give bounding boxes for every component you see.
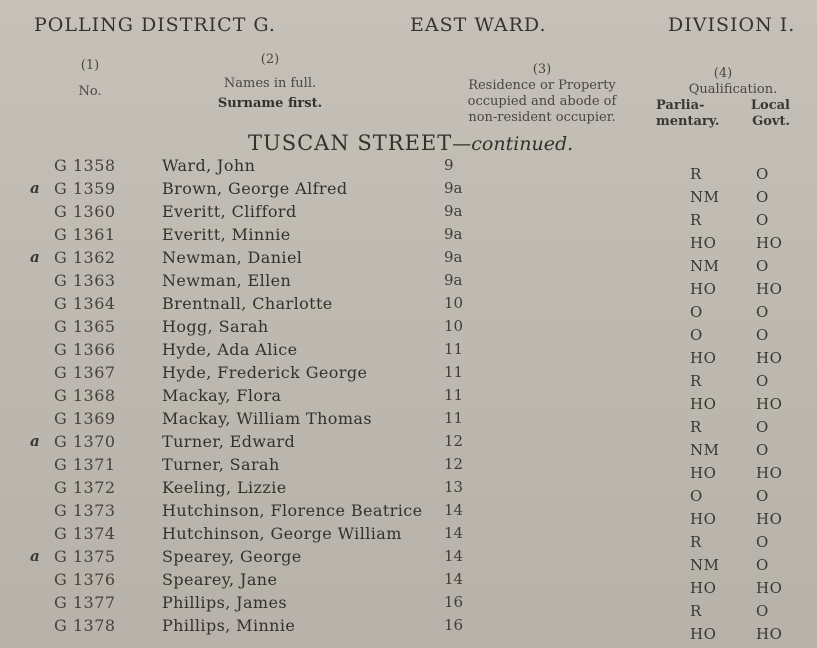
table-row bbox=[0, 248, 817, 275]
elector-number: G 1371 bbox=[54, 455, 116, 474]
local-qualification: O bbox=[756, 556, 769, 574]
elector-name: Keeling, Lizzie bbox=[162, 478, 287, 497]
local-qualification: HO bbox=[756, 464, 783, 482]
elector-name: Hyde, Ada Alice bbox=[162, 340, 298, 359]
parliamentary-qualification: HO bbox=[690, 464, 717, 482]
table-row bbox=[0, 455, 817, 482]
elector-name: Mackay, Flora bbox=[162, 386, 282, 405]
parliamentary-qualification: NM bbox=[690, 441, 720, 459]
elector-number: G 1362 bbox=[54, 248, 116, 267]
elector-name: Everitt, Clifford bbox=[162, 202, 297, 221]
street-heading bbox=[248, 131, 573, 155]
table-row bbox=[0, 524, 817, 551]
table-row bbox=[0, 202, 817, 229]
elector-number: G 1366 bbox=[54, 340, 116, 359]
elector-number: G 1369 bbox=[54, 409, 116, 428]
elector-number: G 1368 bbox=[54, 386, 116, 405]
elector-name: Brown, George Alfred bbox=[162, 179, 348, 198]
residence: 9 bbox=[444, 156, 454, 174]
subheader-local-1: Local bbox=[750, 98, 790, 113]
residence: 12 bbox=[444, 432, 464, 450]
residence: 11 bbox=[444, 409, 464, 427]
column-index: (1) bbox=[80, 58, 100, 73]
local-qualification: HO bbox=[756, 625, 783, 643]
column-label-line: occupied and abode of bbox=[467, 94, 617, 109]
elector-number: G 1375 bbox=[54, 547, 116, 566]
column-header-number bbox=[60, 58, 120, 100]
local-qualification: HO bbox=[756, 349, 783, 367]
elector-number: G 1363 bbox=[54, 271, 116, 290]
elector-number: G 1360 bbox=[54, 202, 116, 221]
column-label: Names in full. bbox=[223, 76, 317, 91]
local-qualification: HO bbox=[756, 234, 783, 252]
division-heading: DIVISION I. bbox=[668, 14, 796, 36]
elector-number: G 1370 bbox=[54, 432, 116, 451]
table-row bbox=[0, 363, 817, 390]
table-row bbox=[0, 570, 817, 597]
residence: 14 bbox=[444, 547, 464, 565]
ward-heading: EAST WARD. bbox=[410, 14, 547, 36]
local-qualification: HO bbox=[756, 579, 783, 597]
column-index: (4) bbox=[713, 66, 733, 81]
elector-name: Turner, Sarah bbox=[162, 455, 280, 474]
residence: 16 bbox=[444, 593, 464, 611]
column-index: (2) bbox=[260, 52, 280, 67]
elector-name: Hutchinson, Florence Beatrice bbox=[162, 501, 423, 520]
column-label-line: Residence or Property bbox=[468, 78, 616, 93]
elector-name: Hutchinson, George William bbox=[162, 524, 402, 543]
local-qualification: O bbox=[756, 441, 769, 459]
residence: 13 bbox=[444, 478, 464, 496]
local-qualification: O bbox=[756, 303, 769, 321]
row-mark: a bbox=[30, 248, 40, 266]
table-row bbox=[0, 616, 817, 643]
local-qualification: HO bbox=[756, 280, 783, 298]
residence: 9a bbox=[444, 248, 463, 266]
elector-name: Newman, Ellen bbox=[162, 271, 292, 290]
qualification-subheaders bbox=[648, 114, 798, 130]
elector-number: G 1377 bbox=[54, 593, 116, 612]
column-index: (3) bbox=[532, 62, 552, 77]
local-qualification: O bbox=[756, 533, 769, 551]
elector-name: Hyde, Frederick George bbox=[162, 363, 368, 382]
local-qualification: O bbox=[756, 602, 769, 620]
elector-name: Brentnall, Charlotte bbox=[162, 294, 333, 313]
table-row bbox=[0, 432, 817, 459]
column-header-qualification bbox=[648, 66, 798, 130]
column-label: No. bbox=[78, 84, 102, 99]
local-qualification: O bbox=[756, 372, 769, 390]
elector-number: G 1359 bbox=[54, 179, 116, 198]
elector-name: Spearey, Jane bbox=[162, 570, 278, 589]
elector-number: G 1361 bbox=[54, 225, 116, 244]
table-row bbox=[0, 225, 817, 252]
table-row bbox=[0, 340, 817, 367]
table-row bbox=[0, 409, 817, 436]
parliamentary-qualification: HO bbox=[690, 234, 717, 252]
residence: 11 bbox=[444, 363, 464, 381]
residence: 9a bbox=[444, 225, 463, 243]
elector-number: G 1378 bbox=[54, 616, 116, 635]
table-row bbox=[0, 294, 817, 321]
elector-number: G 1364 bbox=[54, 294, 116, 313]
local-qualification: HO bbox=[756, 510, 783, 528]
column-header-names bbox=[200, 52, 340, 112]
local-qualification: O bbox=[756, 326, 769, 344]
elector-name: Phillips, Minnie bbox=[162, 616, 296, 635]
elector-number: G 1373 bbox=[54, 501, 116, 520]
subheader-parliamentary-2: mentary. bbox=[656, 114, 720, 129]
parliamentary-qualification: HO bbox=[690, 349, 717, 367]
residence: 9a bbox=[444, 202, 463, 220]
parliamentary-qualification: R bbox=[690, 165, 702, 183]
street-continued: —continued. bbox=[452, 133, 574, 155]
parliamentary-qualification: R bbox=[690, 533, 702, 551]
local-qualification: O bbox=[756, 188, 769, 206]
parliamentary-qualification: HO bbox=[690, 280, 717, 298]
elector-name: Everitt, Minnie bbox=[162, 225, 291, 244]
residence: 14 bbox=[444, 501, 464, 519]
table-row bbox=[0, 593, 817, 620]
table-row bbox=[0, 271, 817, 298]
table-row bbox=[0, 478, 817, 505]
parliamentary-qualification: HO bbox=[690, 625, 717, 643]
parliamentary-qualification: O bbox=[690, 303, 703, 321]
column-label-line: non-resident occupier. bbox=[468, 110, 616, 125]
subheader-local-2: Govt. bbox=[752, 114, 790, 129]
parliamentary-qualification: NM bbox=[690, 257, 720, 275]
local-qualification: O bbox=[756, 487, 769, 505]
local-qualification: O bbox=[756, 211, 769, 229]
parliamentary-qualification: O bbox=[690, 487, 703, 505]
residence: 11 bbox=[444, 340, 464, 358]
subheader-parliamentary-1: Parlia- bbox=[656, 98, 705, 113]
residence: 14 bbox=[444, 524, 464, 542]
parliamentary-qualification: R bbox=[690, 211, 702, 229]
elector-number: G 1367 bbox=[54, 363, 116, 382]
parliamentary-qualification: R bbox=[690, 602, 702, 620]
elector-name: Turner, Edward bbox=[162, 432, 296, 451]
table-row bbox=[0, 547, 817, 574]
elector-number: G 1358 bbox=[54, 156, 116, 175]
parliamentary-qualification: HO bbox=[690, 510, 717, 528]
residence: 16 bbox=[444, 616, 464, 634]
elector-number: G 1365 bbox=[54, 317, 116, 336]
parliamentary-qualification: HO bbox=[690, 579, 717, 597]
polling-district-heading: POLLING DISTRICT G. bbox=[34, 14, 276, 36]
residence: 14 bbox=[444, 570, 464, 588]
elector-number: G 1374 bbox=[54, 524, 116, 543]
column-label: Qualification. bbox=[688, 82, 778, 97]
residence: 10 bbox=[444, 317, 464, 335]
table-row bbox=[0, 386, 817, 413]
parliamentary-qualification: R bbox=[690, 418, 702, 436]
parliamentary-qualification: R bbox=[690, 372, 702, 390]
local-qualification: HO bbox=[756, 395, 783, 413]
local-qualification: O bbox=[756, 257, 769, 275]
elector-name: Ward, John bbox=[162, 156, 256, 175]
parliamentary-qualification: O bbox=[690, 326, 703, 344]
row-mark: a bbox=[30, 432, 40, 450]
street-name: TUSCAN STREET bbox=[248, 131, 453, 155]
elector-name: Spearey, George bbox=[162, 547, 302, 566]
elector-name: Hogg, Sarah bbox=[162, 317, 269, 336]
qualification-subheaders bbox=[648, 98, 798, 114]
column-header-residence bbox=[442, 62, 642, 126]
residence: 12 bbox=[444, 455, 464, 473]
residence: 9a bbox=[444, 271, 463, 289]
table-row bbox=[0, 317, 817, 344]
elector-name: Phillips, James bbox=[162, 593, 287, 612]
elector-number: G 1376 bbox=[54, 570, 116, 589]
row-mark: a bbox=[30, 179, 40, 197]
parliamentary-qualification: HO bbox=[690, 395, 717, 413]
table-row bbox=[0, 156, 817, 183]
residence: 9a bbox=[444, 179, 463, 197]
table-row bbox=[0, 501, 817, 528]
parliamentary-qualification: NM bbox=[690, 556, 720, 574]
row-mark: a bbox=[30, 547, 40, 565]
elector-name: Newman, Daniel bbox=[162, 248, 303, 267]
parliamentary-qualification: NM bbox=[690, 188, 720, 206]
residence: 11 bbox=[444, 386, 464, 404]
elector-name: Mackay, William Thomas bbox=[162, 409, 372, 428]
column-sublabel: Surname first. bbox=[217, 96, 323, 111]
table-row bbox=[0, 179, 817, 206]
elector-number: G 1372 bbox=[54, 478, 116, 497]
local-qualification: O bbox=[756, 418, 769, 436]
residence: 10 bbox=[444, 294, 464, 312]
local-qualification: O bbox=[756, 165, 769, 183]
